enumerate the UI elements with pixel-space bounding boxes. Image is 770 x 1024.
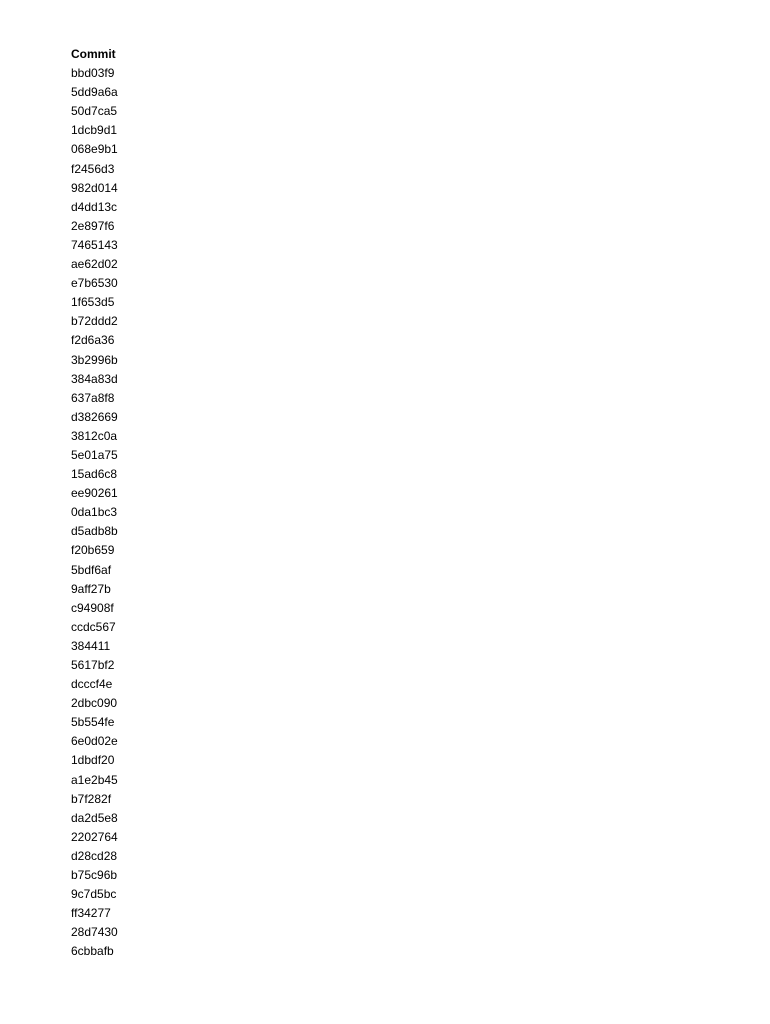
commit-hash-cell: 50d7ca5 — [71, 104, 118, 119]
commit-hash-cell: 28d7430 — [71, 925, 118, 940]
commit-hash-cell: 384a83d — [71, 371, 118, 386]
commit-hash-cell: 2202764 — [71, 829, 118, 844]
commit-hash-cell: a1e2b45 — [71, 772, 118, 787]
commit-hash-cell: 068e9b1 — [71, 142, 118, 157]
commit-hash-cell: 384411 — [71, 638, 111, 653]
commit-hash-cell: e7b6530 — [71, 276, 118, 291]
commit-hash-cell: 5dd9a6a — [71, 85, 118, 100]
commit-hash-cell: f2456d3 — [71, 161, 115, 176]
column-header-commit: Commit — [71, 47, 116, 61]
commit-hash-cell: 5b554fe — [71, 715, 115, 730]
commit-hash-cell: d382669 — [71, 409, 118, 424]
commit-hash-cell: b7f282f — [71, 791, 112, 806]
commit-hash-cell: 5e01a75 — [71, 447, 118, 462]
commit-hash-cell: ee90261 — [71, 486, 118, 501]
commit-hash-cell: 982d014 — [71, 180, 118, 195]
commit-hash-cell: d5adb8b — [71, 524, 118, 539]
commit-hash-cell: 9c7d5bc — [71, 887, 117, 902]
commit-hash-cell: b72ddd2 — [71, 314, 118, 329]
commit-hash-cell: ccdc567 — [71, 619, 116, 634]
commit-hash-cell: 6e0d02e — [71, 734, 118, 749]
commit-hash-cell: da2d5e8 — [71, 810, 118, 825]
commit-hash-cell: 6cbbafb — [71, 944, 114, 959]
commit-table — [71, 45, 118, 962]
commit-hash-cell: d28cd28 — [71, 848, 118, 863]
commit-hash-cell: c94908f — [71, 600, 114, 615]
commit-hash-cell: 637a8f8 — [71, 390, 115, 405]
commit-hash-cell: 0da1bc3 — [71, 505, 118, 520]
commit-hash-cell: 2dbc090 — [71, 696, 118, 711]
commit-hash-cell: ff34277 — [71, 906, 111, 921]
commit-hash-cell: 2e897f6 — [71, 218, 115, 233]
commit-hash-cell: b75c96b — [71, 868, 118, 883]
commit-hash-cell: bbd03f9 — [71, 66, 115, 81]
commit-hash-cell: 9aff27b — [71, 581, 111, 596]
commit-hash-cell: d4dd13c — [71, 199, 118, 214]
commit-hash-cell: 1dcb9d1 — [71, 123, 118, 138]
commit-hash-cell: 3b2996b — [71, 352, 118, 367]
commit-hash-cell: 7465143 — [71, 237, 118, 252]
commit-hash-cell: 5617bf2 — [71, 658, 115, 672]
commit-hash-cell: dcccf4e — [71, 677, 113, 692]
commit-hash-cell: ae62d02 — [71, 257, 118, 272]
commit-hash-cell: 1f653d5 — [71, 295, 115, 310]
commit-hash-cell: f20b659 — [71, 543, 115, 558]
commit-hash-cell: 1dbdf20 — [71, 753, 115, 768]
commit-hash-cell: 5bdf6af — [71, 562, 112, 577]
commit-hash-cell: 3812c0a — [71, 428, 118, 443]
commit-hash-cell: f2d6a36 — [71, 333, 115, 348]
commit-hash-cell: 15ad6c8 — [71, 467, 118, 482]
commit-list — [71, 64, 118, 961]
